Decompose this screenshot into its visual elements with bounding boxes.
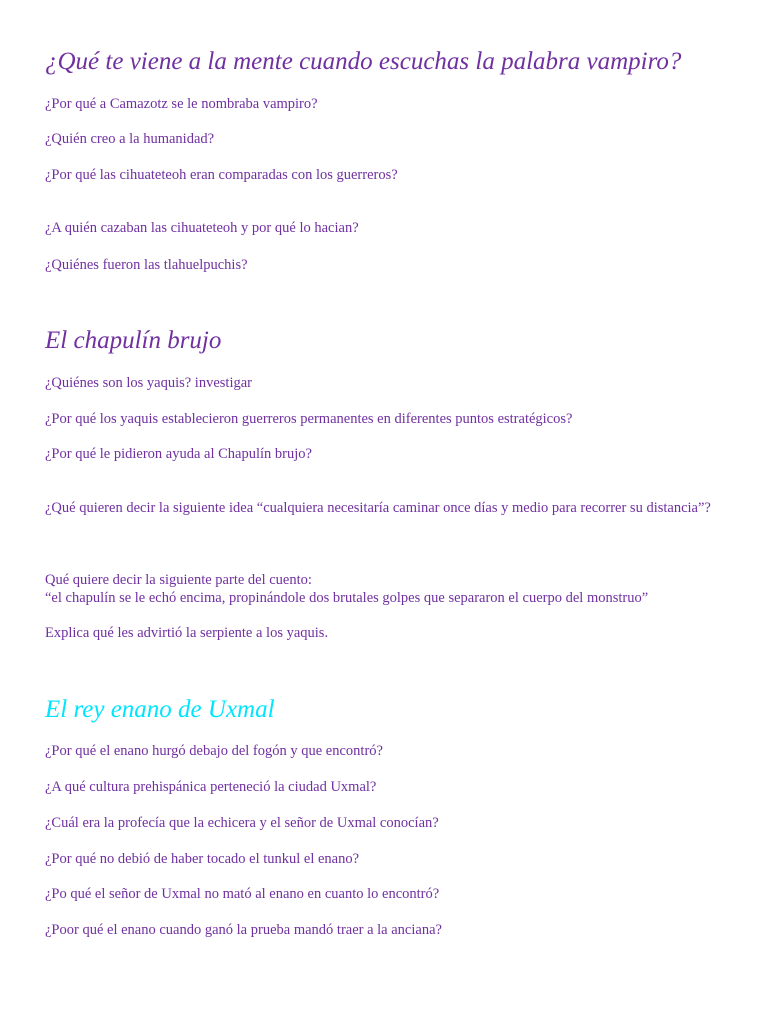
question: ¿Quiénes fueron las tlahuelpuchis?	[45, 257, 248, 273]
question: ¿Por qué no debió de haber tocado el tunkul el enano?	[45, 851, 360, 867]
question: ¿Por qué le pidieron ayuda al Chapulín brujo?	[45, 446, 312, 462]
section-title-uxmal: El rey enano de Uxmal	[45, 696, 275, 723]
question: ¿A quién cazaban las cihuateteoh y por qué lo hacian?	[45, 220, 359, 236]
question: ¿Po qué el señor de Uxmal no mató al enano en cuanto lo encontró?	[45, 886, 440, 902]
question: Qué quiere decir la siguiente parte del cuento:	[45, 572, 312, 588]
question: ¿A qué cultura prehispánica perteneció la ciudad Uxmal?	[45, 779, 377, 795]
section-title-vampiro: ¿Qué te viene a la mente cuando escuchas la palabra vampiro?	[45, 48, 682, 75]
quote-line: “el chapulín se le echó encima, propinándole dos brutales golpes que separaron el cuerpo del monstruo”	[45, 590, 649, 606]
question: ¿Cuál era la profecía que la echicera y el señor de Uxmal conocían?	[45, 815, 439, 831]
question: Explica qué les advirtió la serpiente a los yaquis.	[45, 625, 329, 641]
question: ¿Quién creo a la humanidad?	[45, 131, 215, 147]
question: ¿Quiénes son los yaquis? investigar	[45, 375, 252, 391]
section-title-chapulin: El chapulín brujo	[45, 327, 222, 354]
question: ¿Por qué los yaquis establecieron guerreros permanentes en diferentes puntos estratégicos?	[45, 411, 573, 427]
question: ¿Por qué a Camazotz se le nombraba vampiro?	[45, 96, 318, 112]
question: ¿Qué quieren decir la siguiente idea “cualquiera necesitaría caminar once días y medio para recorrer su distancia”?	[45, 500, 711, 516]
question: ¿Poor qué el enano cuando ganó la prueba mandó traer a la anciana?	[45, 922, 442, 938]
question: ¿Por qué el enano hurgó debajo del fogón y que encontró?	[45, 743, 383, 759]
question: ¿Por qué las cihuateteoh eran comparadas con los guerreros?	[45, 167, 398, 183]
